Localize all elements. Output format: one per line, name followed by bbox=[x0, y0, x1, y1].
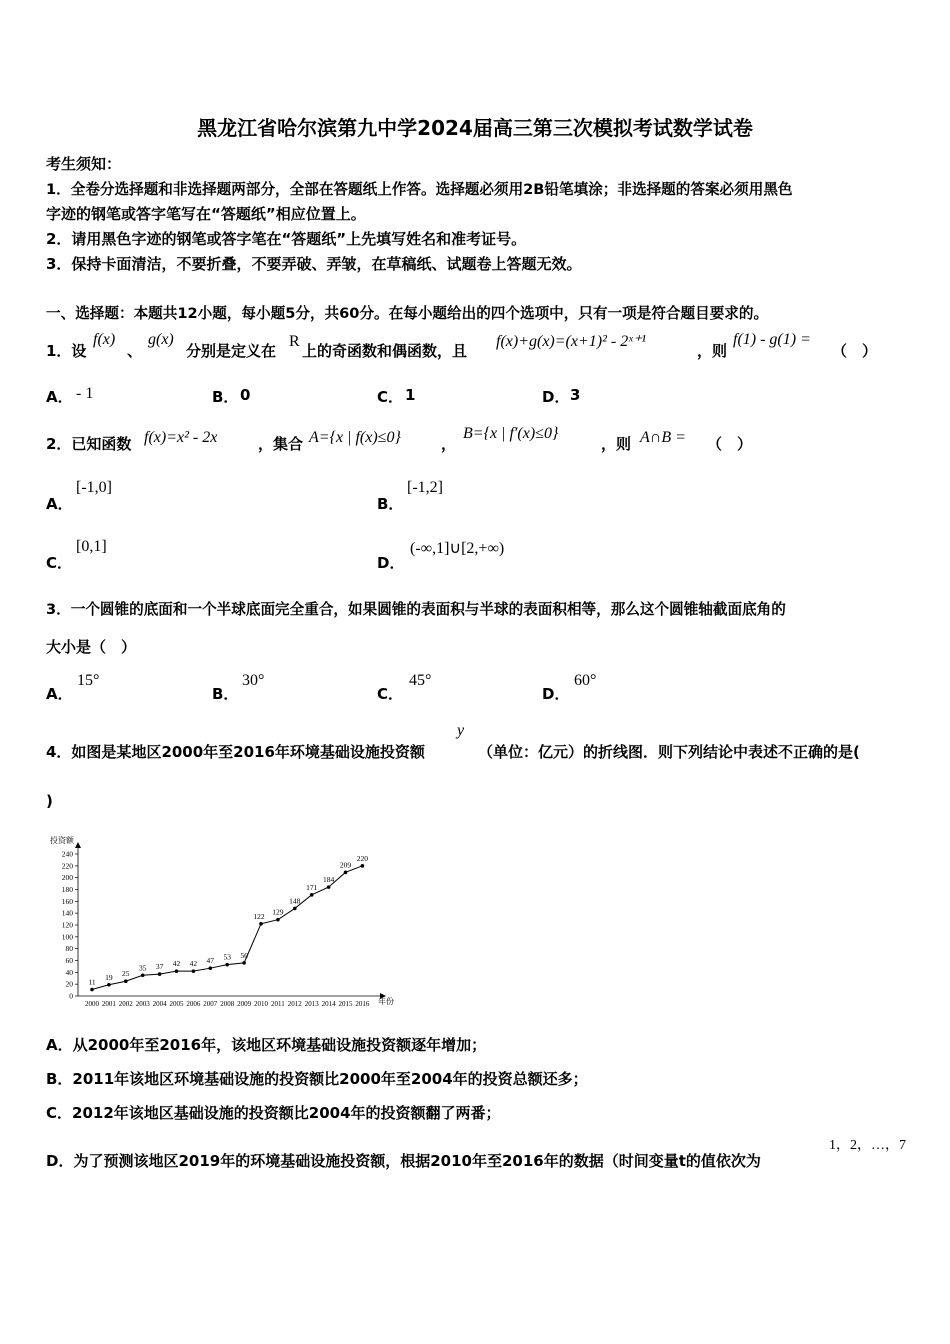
q2-text-4: ，则 bbox=[601, 435, 632, 453]
q1-equation: f(x)+g(x)=(x+1)² - 2ˣ⁺¹ bbox=[496, 333, 646, 350]
chart-data-point bbox=[259, 922, 263, 926]
chart-data-point bbox=[107, 983, 111, 987]
chart-data-label: 37 bbox=[155, 962, 164, 972]
chart-data-label: 47 bbox=[206, 956, 215, 966]
chart-data-label: 53 bbox=[223, 952, 231, 962]
investment-line-chart bbox=[40, 832, 400, 1012]
q1-f: f(x) bbox=[93, 331, 116, 348]
chart-data-label: 25 bbox=[122, 969, 130, 979]
notice-line-1b: 字迹的钢笔或答字笔写在“答题纸”相应位置上。 bbox=[46, 205, 366, 223]
q2-paren: （ ） bbox=[707, 435, 753, 453]
chart-y-tick-label: 160 bbox=[61, 896, 73, 906]
q2-option-d: (-∞,1]∪[2,+∞) bbox=[410, 540, 505, 557]
chart-data-label: 209 bbox=[339, 860, 352, 870]
chart-data-label: 11 bbox=[88, 977, 96, 987]
q2-option-b-label: B． bbox=[377, 495, 404, 513]
chart-x-tick-label: 2005 bbox=[169, 1000, 184, 1008]
q1-option-b: 0 bbox=[240, 386, 251, 404]
q3-option-c: 45° bbox=[409, 672, 432, 689]
chart-data-point bbox=[344, 871, 348, 875]
chart-data-label: 220 bbox=[356, 853, 369, 863]
q2-option-c: [0,1] bbox=[76, 538, 107, 555]
chart-x-tick-label: 2001 bbox=[101, 1000, 116, 1008]
chart-data-point bbox=[192, 969, 196, 973]
q1-option-d-label: D． bbox=[542, 388, 570, 406]
chart-data-point bbox=[327, 885, 331, 889]
q2-option-b: [-1,2] bbox=[407, 479, 443, 496]
chart-data-label: 184 bbox=[322, 875, 335, 885]
q4-option-a: A．从2000年至2016年，该地区环境基础设施投资额逐年增加； bbox=[46, 1036, 487, 1054]
section-heading: 一、选择题：本题共12小题，每小题5分，共60分。在每小题给出的四个选项中，只有一项是符合题目要求的。 bbox=[46, 305, 769, 322]
q3-option-c-label: C． bbox=[377, 685, 404, 703]
q1-prefix: 1．设 bbox=[46, 342, 87, 360]
chart-data-label: 35 bbox=[138, 963, 147, 973]
chart-data-point bbox=[209, 966, 213, 970]
notice-heading: 考生须知： bbox=[46, 155, 122, 173]
chart-data-point bbox=[225, 963, 229, 967]
chart-y-tick-label: 60 bbox=[65, 956, 73, 965]
q4-y: y bbox=[457, 722, 465, 739]
page-title: 黑龙江省哈尔滨第九中学2024届高三第三次模拟考试数学试卷 bbox=[197, 116, 753, 140]
chart-y-tick-label: 0 bbox=[69, 991, 73, 1001]
q1-ask: f(1) - g(1) = bbox=[733, 331, 811, 348]
chart-data-point bbox=[175, 969, 179, 973]
chart-x-tick-label: 2013 bbox=[304, 1000, 319, 1008]
chart-y-tick-label: 140 bbox=[61, 908, 73, 918]
chart-y-tick-label: 200 bbox=[61, 873, 73, 883]
chart-y-tick-label: 80 bbox=[65, 944, 73, 954]
chart-data-point bbox=[124, 979, 128, 983]
q1-option-a: - 1 bbox=[76, 385, 94, 402]
chart-data-point bbox=[141, 973, 145, 977]
chart-x-tick-label: 2015 bbox=[338, 1000, 353, 1008]
q3-line-1: 3．一个圆锥的底面和一个半球底面完全重合，如果圆锥的表面积与半球的表面积相等，那么这个圆锥轴截面底角的 bbox=[46, 601, 786, 618]
q2-set-a: A={x | f(x)≤0} bbox=[309, 429, 401, 446]
q3-option-a-label: A． bbox=[46, 685, 73, 703]
q1-g: g(x) bbox=[148, 331, 174, 348]
chart-x-tick-label: 2006 bbox=[186, 1000, 201, 1008]
chart-series-line bbox=[92, 866, 362, 990]
chart-x-tick-label: 2012 bbox=[287, 1000, 302, 1008]
q2-set-b: B={x | f′(x)≤0} bbox=[463, 425, 559, 442]
chart-data-label: 42 bbox=[189, 959, 198, 969]
chart-x-tick-label: 2016 bbox=[355, 1000, 370, 1008]
chart-x-tick-label: 2010 bbox=[254, 1000, 268, 1008]
chart-y-tick-label: 240 bbox=[61, 849, 73, 859]
q2-text-2: ，集合 bbox=[258, 435, 304, 453]
chart-x-tick-label: 2014 bbox=[321, 1000, 336, 1008]
q3-option-a: 15° bbox=[77, 672, 100, 689]
q1-text-2: 分别是定义在 bbox=[186, 342, 277, 360]
q4-text-3: ) bbox=[46, 792, 53, 810]
chart-data-point bbox=[90, 988, 94, 992]
q2-option-c-label: C． bbox=[46, 554, 73, 572]
chart-data-label: 148 bbox=[289, 896, 301, 906]
chart-data-point bbox=[293, 907, 297, 911]
q1-option-c-label: C． bbox=[377, 388, 404, 406]
q2-option-a-label: A． bbox=[46, 495, 73, 513]
chart-y-axis-arrow bbox=[75, 842, 81, 848]
chart-x-tick-label: 2004 bbox=[152, 1000, 167, 1008]
chart-y-tick-label: 20 bbox=[65, 979, 73, 989]
chart-data-point bbox=[158, 972, 162, 976]
q4-option-b: B．2011年该地区环境基础设施的投资额比2000年至2004年的投资总额还多； bbox=[46, 1070, 588, 1088]
chart-x-tick-label: 2008 bbox=[220, 1000, 235, 1008]
chart-x-tick-label: 2011 bbox=[271, 1000, 285, 1008]
q4-option-d-tail: 1，2，…，7 bbox=[829, 1138, 906, 1153]
chart-data-label: 42 bbox=[172, 959, 181, 969]
chart-x-tick-label: 2003 bbox=[135, 1000, 150, 1008]
q3-option-b-label: B． bbox=[212, 685, 239, 703]
q4-text-2: （单位：亿元）的折线图．则下列结论中表述不正确的是( bbox=[478, 743, 860, 761]
q4-text-1: 4．如图是某地区2000年至2016年环境基础设施投资额 bbox=[46, 743, 425, 761]
notice-line-3: 3．保持卡面清洁，不要折叠，不要弄破、弄皱，在草稿纸、试题卷上答题无效。 bbox=[46, 255, 582, 273]
q2-function: f(x)=x² - 2x bbox=[144, 429, 218, 446]
q1-option-b-label: B． bbox=[212, 388, 239, 406]
q1-text-4: ，则 bbox=[697, 342, 728, 360]
q1-option-a-label: A． bbox=[46, 388, 73, 406]
q1-text-3: 上的奇函数和偶函数，且 bbox=[302, 342, 468, 360]
q1-sep: 、 bbox=[127, 342, 143, 360]
chart-x-axis-label: 年份 bbox=[378, 997, 394, 1006]
q2-ask: A∩B = bbox=[640, 429, 686, 446]
chart-y-axis-label: 投资额 bbox=[50, 836, 74, 845]
q1-paren: （ ） bbox=[832, 342, 878, 360]
q3-option-d-label: D． bbox=[542, 685, 570, 703]
chart-x-tick-label: 2002 bbox=[118, 1000, 133, 1008]
q3-option-b: 30° bbox=[242, 672, 265, 689]
q2-prefix: 2．已知函数 bbox=[46, 435, 132, 453]
chart-x-tick-label: 2000 bbox=[85, 1000, 99, 1008]
q4-option-d: D．为了预测该地区2019年的环境基础设施投资额，根据2010年至2016年的数据（时间变量t的值依次为 bbox=[46, 1152, 761, 1170]
q2-option-d-label: D． bbox=[377, 554, 405, 572]
notice-line-1a: 1．全卷分选择题和非选择题两部分，全部在答题纸上作答。选择题必须用2B铅笔填涂；非选择题的答案必须用黑色 bbox=[46, 181, 793, 198]
q1-R: R bbox=[289, 333, 300, 350]
chart-x-tick-label: 2007 bbox=[203, 1000, 218, 1008]
chart-data-label: 56 bbox=[240, 950, 248, 960]
chart-y-tick-label: 40 bbox=[65, 967, 73, 977]
chart-data-point bbox=[276, 918, 280, 922]
q1-option-d: 3 bbox=[570, 386, 581, 404]
chart-data-point bbox=[310, 893, 314, 897]
chart-y-tick-label: 180 bbox=[61, 885, 73, 894]
q3-option-d: 60° bbox=[574, 672, 597, 689]
chart-y-tick-label: 100 bbox=[61, 932, 73, 942]
q4-option-c: C．2012年该地区基础设施的投资额比2004年的投资额翻了两番； bbox=[46, 1104, 501, 1122]
chart-x-tick-label: 2009 bbox=[237, 1000, 252, 1008]
chart-data-label: 122 bbox=[253, 911, 265, 921]
chart-y-tick-label: 220 bbox=[61, 861, 73, 871]
q2-text-3: ， bbox=[441, 435, 457, 453]
q2-option-a: [-1,0] bbox=[76, 479, 112, 496]
chart-data-point bbox=[361, 864, 365, 868]
chart-data-point bbox=[242, 961, 246, 965]
chart-data-label: 171 bbox=[306, 882, 318, 892]
chart-data-label: 19 bbox=[105, 972, 113, 982]
q1-option-c: 1 bbox=[405, 386, 416, 404]
chart-y-tick-label: 120 bbox=[61, 920, 73, 930]
q3-line-2: 大小是（ ） bbox=[46, 638, 137, 656]
chart-data-label: 129 bbox=[272, 907, 284, 917]
notice-line-2: 2．请用黑色字迹的钢笔或答字笔在“答题纸”上先填写姓名和准考证号。 bbox=[46, 230, 527, 248]
